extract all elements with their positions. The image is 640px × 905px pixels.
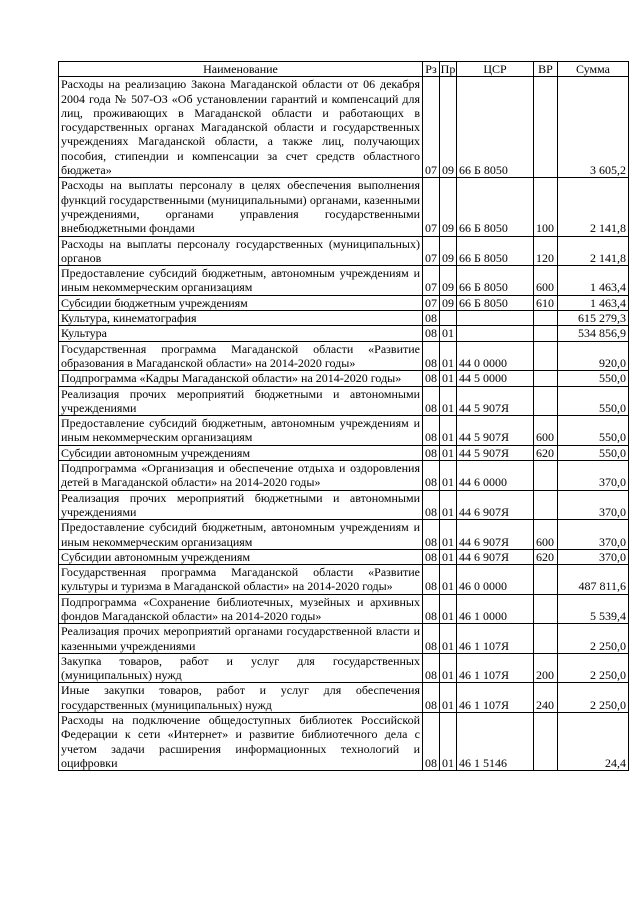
cell-vr (534, 461, 558, 491)
cell-sum: 2 141,8 (558, 178, 629, 236)
cell-csr: 46 1 107Я (457, 653, 534, 683)
cell-csr (457, 311, 534, 326)
cell-pr: 01 (440, 371, 457, 386)
header-csr: ЦСР (457, 62, 534, 77)
cell-pr: 09 (440, 266, 457, 296)
cell-name: Закупка товаров, работ и услуг для государственных (муниципальных) нужд (59, 653, 423, 683)
cell-sum: 550,0 (558, 416, 629, 446)
header-vr: ВР (534, 62, 558, 77)
cell-pr: 01 (440, 713, 457, 771)
table-row (59, 549, 629, 564)
cell-pr: 01 (440, 565, 457, 595)
cell-sum: 550,0 (558, 371, 629, 386)
cell-pr: 01 (440, 445, 457, 460)
cell-rz: 08 (423, 653, 440, 683)
cell-pr: 01 (440, 490, 457, 520)
cell-sum: 920,0 (558, 341, 629, 371)
cell-name: Расходы на выплаты персоналу государственных (муниципальных) органов (59, 236, 423, 266)
cell-name: Субсидии автономным учреждениям (59, 445, 423, 460)
cell-csr: 66 Б 8050 (457, 266, 534, 296)
table-row (59, 416, 629, 446)
cell-csr: 44 5 0000 (457, 371, 534, 386)
cell-pr: 01 (440, 520, 457, 550)
cell-name: Реализация прочих мероприятий бюджетными и автономными учреждениями (59, 490, 423, 520)
cell-name: Предоставление субсидий бюджетным, автономным учреждениям и иным некоммерческим организациям (59, 416, 423, 446)
header-sum: Сумма (558, 62, 629, 77)
cell-name: Государственная программа Магаданской области «Развитие культуры и туризма в Магаданской области» на 2014-2020 годы» (59, 565, 423, 595)
cell-rz: 08 (423, 341, 440, 371)
cell-rz: 08 (423, 549, 440, 564)
header-rz: Рз (423, 62, 440, 77)
table-row (59, 445, 629, 460)
table-row (59, 653, 629, 683)
cell-pr: 01 (440, 326, 457, 341)
cell-name: Предоставление субсидий бюджетным, автономным учреждениям и иным некоммерческим организациям (59, 520, 423, 550)
cell-name: Подпрограмма «Организация и обеспечение отдыха и оздоровления детей в Магаданской области» на 2014-2020 годы» (59, 461, 423, 491)
cell-sum: 370,0 (558, 520, 629, 550)
cell-csr: 44 5 907Я (457, 386, 534, 416)
table-row (59, 624, 629, 654)
cell-name: Реализация прочих мероприятий органами государственной власти и казенными учреждениями (59, 624, 423, 654)
cell-name: Культура, кинематография (59, 311, 423, 326)
cell-rz: 07 (423, 178, 440, 236)
cell-csr: 66 Б 8050 (457, 77, 534, 178)
cell-pr: 09 (440, 236, 457, 266)
cell-csr: 44 0 0000 (457, 341, 534, 371)
cell-sum: 2 250,0 (558, 624, 629, 654)
cell-vr (534, 713, 558, 771)
cell-pr: 01 (440, 416, 457, 446)
table-row (59, 713, 629, 771)
cell-sum: 370,0 (558, 461, 629, 491)
cell-csr: 44 5 907Я (457, 445, 534, 460)
cell-rz: 08 (423, 371, 440, 386)
table-header-row (59, 62, 629, 77)
cell-name: Реализация прочих мероприятий бюджетными и автономными учреждениями (59, 386, 423, 416)
table-row (59, 386, 629, 416)
cell-name: Подпрограмма «Кадры Магаданской области» на 2014-2020 годы» (59, 371, 423, 386)
cell-vr: 620 (534, 445, 558, 460)
cell-pr: 09 (440, 178, 457, 236)
cell-vr (534, 371, 558, 386)
cell-csr: 66 Б 8050 (457, 295, 534, 310)
cell-pr: 01 (440, 461, 457, 491)
cell-csr: 46 1 107Я (457, 624, 534, 654)
header-name: Наименование (59, 62, 423, 77)
cell-sum: 1 463,4 (558, 266, 629, 296)
cell-csr: 44 5 907Я (457, 416, 534, 446)
table-row (59, 490, 629, 520)
cell-name: Расходы на реализацию Закона Магаданской области от 06 декабря 2004 года № 507-ОЗ «Об установлении гарантий и компенсаций для лиц, проживающих в Магаданской области и работающих в государственных органах Магаданской области и государственных учреждениях Магаданской области, а также лиц, получающих пособия, стипендии и компенсации за счет средств областного бюджета» (59, 77, 423, 178)
cell-pr: 01 (440, 341, 457, 371)
cell-rz: 07 (423, 295, 440, 310)
table-row (59, 565, 629, 595)
cell-sum: 370,0 (558, 490, 629, 520)
cell-pr: 01 (440, 624, 457, 654)
cell-sum: 24,4 (558, 713, 629, 771)
cell-vr (534, 565, 558, 595)
table-row (59, 77, 629, 178)
cell-name: Предоставление субсидий бюджетным, автономным учреждениям и иным некоммерческим организациям (59, 266, 423, 296)
cell-pr: 01 (440, 683, 457, 713)
table-row (59, 594, 629, 624)
cell-vr: 120 (534, 236, 558, 266)
cell-sum: 550,0 (558, 386, 629, 416)
cell-rz: 07 (423, 77, 440, 178)
cell-vr: 600 (534, 416, 558, 446)
cell-name: Субсидии бюджетным учреждениям (59, 295, 423, 310)
cell-pr: 09 (440, 77, 457, 178)
cell-vr: 200 (534, 653, 558, 683)
cell-pr: 01 (440, 594, 457, 624)
cell-sum: 3 605,2 (558, 77, 629, 178)
cell-sum: 2 141,8 (558, 236, 629, 266)
cell-csr (457, 326, 534, 341)
cell-vr: 240 (534, 683, 558, 713)
table-row (59, 326, 629, 341)
cell-csr: 46 1 0000 (457, 594, 534, 624)
cell-rz: 08 (423, 594, 440, 624)
cell-csr: 66 Б 8050 (457, 178, 534, 236)
cell-csr: 44 6 0000 (457, 461, 534, 491)
cell-vr (534, 77, 558, 178)
cell-vr (534, 311, 558, 326)
table-row (59, 371, 629, 386)
cell-vr (534, 594, 558, 624)
table-row (59, 341, 629, 371)
cell-rz: 08 (423, 445, 440, 460)
cell-pr: 01 (440, 653, 457, 683)
cell-vr: 600 (534, 266, 558, 296)
cell-csr: 46 0 0000 (457, 565, 534, 595)
table-row (59, 683, 629, 713)
cell-name: Государственная программа Магаданской области «Развитие образования в Магаданской области» на 2014-2020 годы» (59, 341, 423, 371)
table-body (59, 77, 629, 771)
cell-sum: 487 811,6 (558, 565, 629, 595)
cell-rz: 08 (423, 683, 440, 713)
cell-rz: 08 (423, 416, 440, 446)
table-row (59, 311, 629, 326)
cell-csr: 44 6 907Я (457, 549, 534, 564)
table-row (59, 461, 629, 491)
cell-rz: 08 (423, 311, 440, 326)
cell-vr: 100 (534, 178, 558, 236)
cell-vr (534, 326, 558, 341)
cell-name: Подпрограмма «Сохранение библиотечных, музейных и архивных фондов Магаданской области» на 2014-2020 годы» (59, 594, 423, 624)
cell-pr: 01 (440, 386, 457, 416)
cell-name: Культура (59, 326, 423, 341)
cell-pr: 09 (440, 295, 457, 310)
cell-sum: 534 856,9 (558, 326, 629, 341)
cell-rz: 08 (423, 565, 440, 595)
cell-csr: 44 6 907Я (457, 520, 534, 550)
cell-sum: 5 539,4 (558, 594, 629, 624)
cell-vr (534, 490, 558, 520)
cell-sum: 370,0 (558, 549, 629, 564)
cell-pr: 01 (440, 549, 457, 564)
cell-sum: 1 463,4 (558, 295, 629, 310)
cell-rz: 08 (423, 520, 440, 550)
table-row (59, 295, 629, 310)
cell-sum: 615 279,3 (558, 311, 629, 326)
cell-sum: 2 250,0 (558, 683, 629, 713)
cell-rz: 08 (423, 624, 440, 654)
cell-name: Субсидии автономным учреждениям (59, 549, 423, 564)
cell-name: Расходы на подключение общедоступных библиотек Российской Федерации к сети «Интернет» и развитие библиотечного дела с учетом задачи расширения информационных технологий и оцифровки (59, 713, 423, 771)
header-pr: Пр (440, 62, 456, 76)
cell-vr (534, 341, 558, 371)
cell-vr: 610 (534, 295, 558, 310)
cell-csr: 44 6 907Я (457, 490, 534, 520)
cell-csr: 46 1 107Я (457, 683, 534, 713)
table-row (59, 520, 629, 550)
cell-name: Расходы на выплаты персоналу в целях обеспечения выполнения функций государственными (муниципальными) органами, казенными учреждениями, органами управления государственными внебюджетными фондами (59, 178, 423, 236)
cell-rz: 08 (423, 326, 440, 341)
cell-vr: 600 (534, 520, 558, 550)
cell-pr (440, 311, 457, 326)
cell-rz: 08 (423, 461, 440, 491)
cell-vr (534, 386, 558, 416)
table-row (59, 178, 629, 236)
cell-csr: 46 1 5146 (457, 713, 534, 771)
cell-csr: 66 Б 8050 (457, 236, 534, 266)
table-row (59, 236, 629, 266)
budget-table (58, 61, 629, 771)
table-row (59, 266, 629, 296)
cell-sum: 550,0 (558, 445, 629, 460)
cell-rz: 08 (423, 490, 440, 520)
cell-name: Иные закупки товаров, работ и услуг для обеспечения государственных (муниципальных) нужд (59, 683, 423, 713)
cell-vr: 620 (534, 549, 558, 564)
cell-rz: 07 (423, 266, 440, 296)
cell-rz: 08 (423, 386, 440, 416)
cell-rz: 08 (423, 713, 440, 771)
cell-vr (534, 624, 558, 654)
cell-rz: 07 (423, 236, 440, 266)
cell-sum: 2 250,0 (558, 653, 629, 683)
